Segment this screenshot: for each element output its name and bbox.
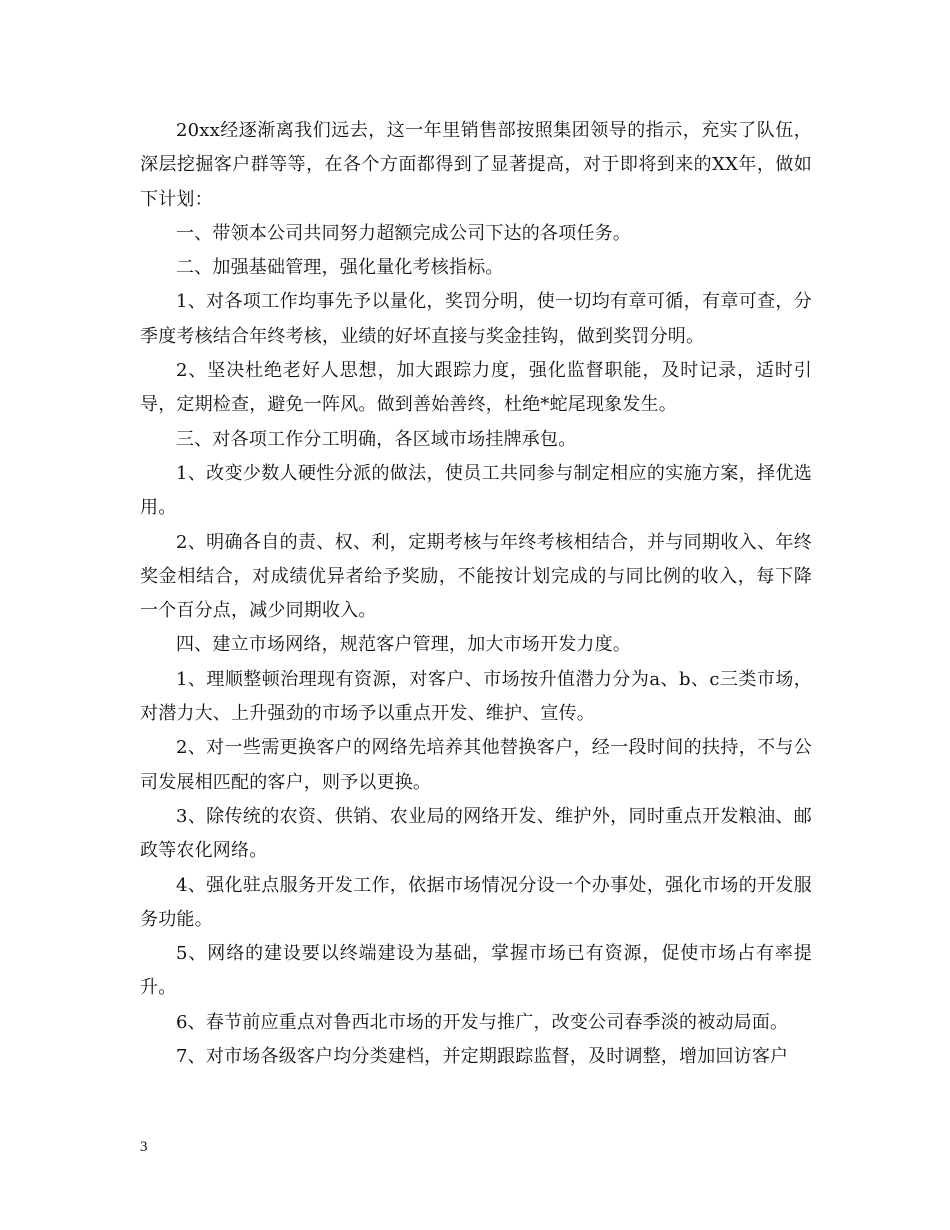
paragraph-item: 2、对一些需更换客户的网络先培养其他替换客户，经一段时间的扶持，不与公司发展相匹配的客户，则予以更换。 (140, 737, 812, 793)
paragraph-item: 1、理顺整顿治理现有资源，对客户、市场按升值潜力分为a、b、c三类市场，对潜力大、上升强劲的市场予以重点开发、维护、宣传。 (140, 668, 812, 725)
paragraph-item: 6、春节前应重点对鲁西北市场的开发与推广，改变公司春季淡的被动局面。 (176, 1011, 789, 1033)
paragraph-item: 1、对各项工作均事先予以量化，奖罚分明，使一切均有章可循，有章可查，分季度考核结合年终考核，业绩的好坏直接与奖金挂钩，做到奖罚分明。 (140, 291, 812, 347)
paragraph-item: 7、对市场各级客户均分类建档，并定期跟踪监督，及时调整，增加回访客户 (176, 1046, 789, 1068)
document-body (140, 114, 812, 1074)
paragraph-section-3: 三、对各项工作分工明确，各区域市场挂牌承包。 (176, 428, 577, 450)
paragraph-section-4: 四、建立市场网络，规范客户管理，加大市场开发力度。 (176, 634, 631, 656)
paragraph-section-2: 二、加强基础管理，强化量化考核指标。 (176, 257, 504, 279)
paragraph-item: 3、除传统的农资、供销、农业局的网络开发、维护外，同时重点开发粮油、邮政等农化网络。 (140, 805, 812, 862)
paragraph-item: 4、强化驻点服务开发工作，依据市场情况分设一个办事处，强化市场的开发服务功能。 (140, 874, 812, 930)
paragraph-item: 5、网络的建设要以终端建设为基础，掌握市场已有资源，促使市场占有率提升。 (140, 943, 812, 999)
paragraph-section-1: 一、带领本公司共同努力超额完成公司下达的各项任务。 (176, 222, 631, 244)
paragraph-item: 1、改变少数人硬性分派的做法，使员工共同参与制定相应的实施方案，择优选用。 (140, 462, 812, 519)
paragraph-item: 2、坚决杜绝老好人思想，加大跟踪力度，强化监督职能，及时记录，适时引导，定期检查，避免一阵风。做到善始善终，杜绝*蛇尾现象发生。 (140, 360, 812, 416)
paragraph-item: 2、明确各自的责、权、利，定期考核与年终考核相结合，并与同期收入、年终奖金相结合，对成绩优异者给予奖励，不能按计划完成的与同比例的收入，每下降一个百分点，减少同期收入。 (140, 531, 812, 622)
paragraph-intro: 20xx经逐渐离我们远去，这一年里销售部按照集团领导的指示，充实了队伍，深层挖掘客户群等等，在各个方面都得到了显著提高，对于即将到来的XX年，做如下计划： (140, 120, 812, 210)
page-number: 3 (140, 1139, 148, 1155)
